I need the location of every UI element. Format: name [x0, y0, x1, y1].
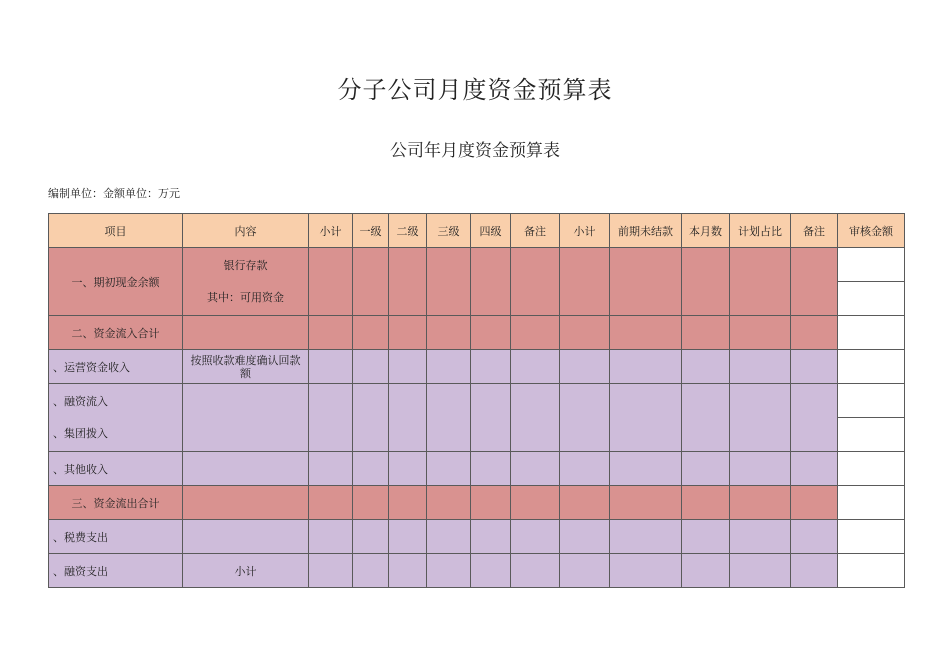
row-label: 、集团拨入	[53, 426, 108, 440]
header-cell: 本月数	[682, 214, 730, 248]
value-cell[interactable]	[389, 452, 427, 486]
value-cell[interactable]	[389, 554, 427, 588]
row-label: 二、资金流入合计	[49, 316, 183, 350]
value-cell[interactable]	[560, 384, 610, 452]
value-cell[interactable]	[427, 520, 471, 554]
value-cell[interactable]	[791, 520, 838, 554]
value-cell[interactable]	[730, 248, 791, 316]
value-cell[interactable]	[427, 248, 471, 316]
table-row-outflow-total	[49, 486, 905, 520]
value-cell[interactable]	[682, 520, 730, 554]
value-cell[interactable]	[511, 486, 560, 520]
table-subtitle: 公司年月度资金预算表	[390, 141, 560, 161]
value-cell[interactable]	[471, 486, 511, 520]
value-cell[interactable]	[610, 350, 682, 384]
value-cell[interactable]	[511, 316, 560, 350]
value-cell[interactable]	[610, 248, 682, 316]
value-cell[interactable]	[427, 554, 471, 588]
header-cell: 一级	[353, 214, 389, 248]
value-cell[interactable]	[309, 350, 353, 384]
value-cell[interactable]	[682, 486, 730, 520]
row-label: 三、资金流出合计	[49, 486, 183, 520]
page-title: 分子公司月度资金预算表	[337, 76, 613, 104]
value-cell[interactable]	[682, 452, 730, 486]
table-row-tax	[49, 520, 905, 554]
value-cell[interactable]	[427, 384, 471, 452]
table-row-financing-out	[49, 554, 905, 588]
value-cell[interactable]	[471, 554, 511, 588]
value-cell[interactable]	[610, 452, 682, 486]
value-cell[interactable]	[309, 486, 353, 520]
value-cell[interactable]	[427, 316, 471, 350]
content-cell[interactable]	[183, 520, 309, 554]
value-cell[interactable]	[511, 350, 560, 384]
header-cell: 三级	[427, 214, 471, 248]
value-cell[interactable]	[730, 520, 791, 554]
value-cell[interactable]	[353, 486, 389, 520]
content-cell[interactable]	[183, 384, 309, 452]
header-cell: 审核金额	[838, 214, 905, 248]
value-cell[interactable]	[791, 486, 838, 520]
value-cell[interactable]	[471, 452, 511, 486]
header-cell: 备注	[791, 214, 838, 248]
value-cell[interactable]	[560, 452, 610, 486]
budget-table	[48, 213, 905, 588]
value-cell[interactable]	[353, 452, 389, 486]
value-cell[interactable]	[389, 520, 427, 554]
value-cell[interactable]	[353, 316, 389, 350]
value-cell[interactable]	[682, 384, 730, 452]
value-cell[interactable]	[560, 520, 610, 554]
header-cell: 二级	[389, 214, 427, 248]
value-cell[interactable]	[791, 316, 838, 350]
header-cell: 项目	[49, 214, 183, 248]
value-cell[interactable]	[730, 350, 791, 384]
value-cell[interactable]	[309, 520, 353, 554]
row-label-group	[49, 384, 183, 452]
value-cell[interactable]	[353, 384, 389, 452]
value-cell[interactable]	[791, 384, 838, 452]
value-cell[interactable]	[471, 384, 511, 452]
value-cell[interactable]	[511, 452, 560, 486]
content-cell[interactable]	[183, 486, 309, 520]
row-label: 、税费支出	[49, 520, 183, 554]
audit-cell[interactable]	[838, 384, 905, 418]
value-cell[interactable]	[389, 384, 427, 452]
value-cell[interactable]	[309, 384, 353, 452]
value-cell[interactable]	[791, 554, 838, 588]
value-cell[interactable]	[471, 350, 511, 384]
value-cell[interactable]	[791, 350, 838, 384]
table-row-other-income	[49, 452, 905, 486]
row-label: 、融资流入	[53, 394, 108, 408]
value-cell[interactable]	[560, 350, 610, 384]
value-cell[interactable]	[610, 554, 682, 588]
header-cell: 小计	[560, 214, 610, 248]
header-cell: 四级	[471, 214, 511, 248]
value-cell[interactable]	[791, 452, 838, 486]
row-label: 、运营资金收入	[49, 350, 183, 384]
value-cell[interactable]	[560, 316, 610, 350]
value-cell[interactable]	[389, 486, 427, 520]
value-cell[interactable]	[511, 248, 560, 316]
audit-cell[interactable]	[838, 350, 905, 384]
value-cell[interactable]	[682, 554, 730, 588]
value-cell[interactable]	[427, 486, 471, 520]
value-cell[interactable]	[389, 350, 427, 384]
value-cell[interactable]	[610, 384, 682, 452]
value-cell[interactable]	[682, 316, 730, 350]
value-cell[interactable]	[471, 520, 511, 554]
value-cell[interactable]	[730, 554, 791, 588]
audit-cell[interactable]	[838, 520, 905, 554]
content-line: 其中：可用资金	[207, 290, 284, 304]
value-cell[interactable]	[471, 316, 511, 350]
value-cell[interactable]	[389, 248, 427, 316]
header-cell: 前期未结款	[610, 214, 682, 248]
value-cell[interactable]	[730, 384, 791, 452]
value-cell[interactable]	[791, 248, 838, 316]
content-cell	[183, 248, 309, 316]
content-cell: 小计	[183, 554, 309, 588]
value-cell[interactable]	[427, 350, 471, 384]
value-cell[interactable]	[309, 554, 353, 588]
value-cell[interactable]	[682, 248, 730, 316]
header-cell: 计划占比	[730, 214, 791, 248]
value-cell[interactable]	[682, 350, 730, 384]
content-cell[interactable]	[183, 452, 309, 486]
audit-cell[interactable]	[838, 486, 905, 520]
value-cell[interactable]	[730, 316, 791, 350]
value-cell[interactable]	[427, 452, 471, 486]
value-cell[interactable]	[309, 452, 353, 486]
value-cell[interactable]	[560, 554, 610, 588]
value-cell[interactable]	[730, 452, 791, 486]
content-line: 银行存款	[223, 258, 268, 272]
value-cell[interactable]	[353, 350, 389, 384]
audit-cell[interactable]	[838, 248, 905, 282]
table-row-inflow-total	[49, 316, 905, 350]
value-cell[interactable]	[511, 554, 560, 588]
value-cell[interactable]	[610, 316, 682, 350]
value-cell[interactable]	[353, 248, 389, 316]
row-label: 、其他收入	[49, 452, 183, 486]
audit-cell[interactable]	[838, 554, 905, 588]
table-row-opening	[49, 248, 905, 282]
row-label: 、融资支出	[49, 554, 183, 588]
content-cell: 按照收款难度确认回款额	[183, 350, 309, 384]
header-cell: 小计	[309, 214, 353, 248]
value-cell[interactable]	[511, 384, 560, 452]
value-cell[interactable]	[730, 486, 791, 520]
value-cell[interactable]	[560, 248, 610, 316]
table-row-financing-in	[49, 384, 905, 418]
row-label: 一、期初现金余额	[49, 248, 183, 316]
value-cell[interactable]	[353, 554, 389, 588]
audit-cell[interactable]	[838, 418, 905, 452]
content-cell[interactable]	[183, 316, 309, 350]
audit-cell[interactable]	[838, 452, 905, 486]
value-cell[interactable]	[560, 486, 610, 520]
value-cell[interactable]	[309, 248, 353, 316]
value-cell[interactable]	[511, 520, 560, 554]
header-row	[49, 214, 905, 248]
value-cell[interactable]	[471, 248, 511, 316]
value-cell[interactable]	[610, 520, 682, 554]
value-cell[interactable]	[389, 316, 427, 350]
header-cell: 备注	[511, 214, 560, 248]
table-row-operating	[49, 350, 905, 384]
unit-line: 编制单位：金额单位：万元	[48, 187, 180, 200]
audit-cell[interactable]	[838, 282, 905, 316]
header-cell: 内容	[183, 214, 309, 248]
audit-cell[interactable]	[838, 316, 905, 350]
value-cell[interactable]	[610, 486, 682, 520]
value-cell[interactable]	[309, 316, 353, 350]
value-cell[interactable]	[353, 520, 389, 554]
